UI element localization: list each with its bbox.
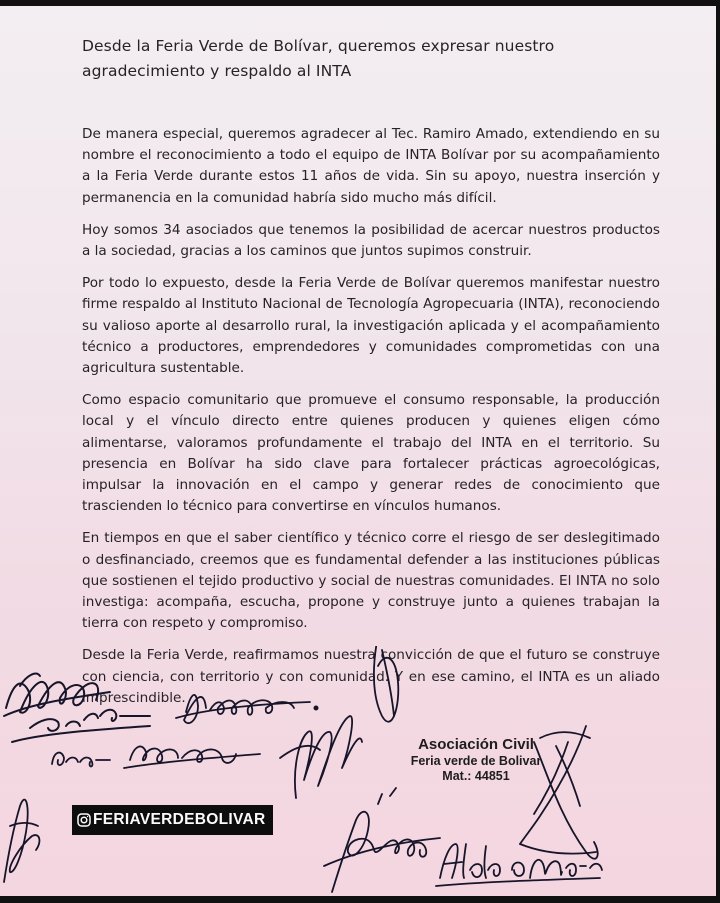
paragraph: En tiempos en que el saber científico y técnico corre el riesgo de ser deslegitimado o desfinanciado, creemos que es fundamental defender a las instituciones públicas que sostienen el tejido productivo y social de nuestras comunidades. El INTA no solo investiga: acompaña, escucha, propone y construye junto a quienes trabajan la tierra con respeto y compromiso. — [82, 530, 660, 632]
paragraph: De manera especial, queremos agradecer al Tec. Ramiro Amado, extendiendo en su nombre el reconocimiento a todo el equipo de INTA Bolívar por su acompañamiento a la Feria Verde durante estos 11 años de vida. Sin su apoyo, nuestra inserción y permanencia en la comunidad habría sido mucho más difícil. — [82, 126, 660, 206]
instagram-handle: FERIAVERDEBOLIVAR — [93, 811, 266, 828]
association-stamp — [396, 736, 556, 784]
signature-aldo — [436, 844, 602, 886]
stamp-name: Feria verde de Bolivar — [410, 754, 542, 768]
instagram-tag — [72, 805, 273, 835]
signature-middle — [176, 695, 318, 723]
paragraph: Como espacio comunitario que promueve el consumo responsable, la producción local y el vínculo directo entre quienes producen y quienes eligen cómo alimentarse, valoramos profundamente el trabajo del INTA en el territorio. Su presencia en Bolívar ha sido clave para fortalecer prácticas agroecológicas, impulsar la innovación en el campo y generar redes de conocimiento que trascienden lo técnico para convertirse en vínculos humanos. — [82, 392, 660, 515]
letter-page — [0, 6, 716, 896]
letter-heading: Desde la Feria Verde de Bolívar, queremos expresar nuestro agradecimiento y respaldo al INTA — [82, 37, 555, 80]
signature-lower-center — [324, 788, 440, 892]
instagram-icon — [77, 813, 91, 827]
signature-center — [280, 646, 398, 798]
signature-bottom-left — [4, 800, 39, 882]
letter-body — [82, 124, 660, 720]
stamp-title: Asociación Civil — [418, 736, 534, 753]
stamp-registration: Mat.: 44851 — [442, 769, 510, 783]
signatures — [0, 646, 716, 896]
paragraph: Por todo lo expuesto, desde la Feria Verde de Bolívar queremos manifestar nuestro firme respaldo al Instituto Nacional de Tecnología Agropecuaria (INTA), reconociendo su valioso aporte al desarrollo rural, la investigación aplicada y el acompañamiento técnico a productores, emprendedores y comunidades comprometidas con una agricultura sustentable. — [82, 275, 660, 377]
paragraph: Desde la Feria Verde, reafirmamos nuestra convicción de que el futuro se construye con ciencia, con territorio y con comunidad. Y en ese camino, el INTA es un aliado imprescindible. — [82, 647, 660, 706]
signature-left — [4, 674, 150, 742]
paragraph: Hoy somos 34 asociados que tenemos la posibilidad de acercar nuestros productos a la sociedad, gracias a los caminos que juntos supimos construir. — [82, 221, 660, 260]
signature-presidente — [52, 746, 260, 768]
